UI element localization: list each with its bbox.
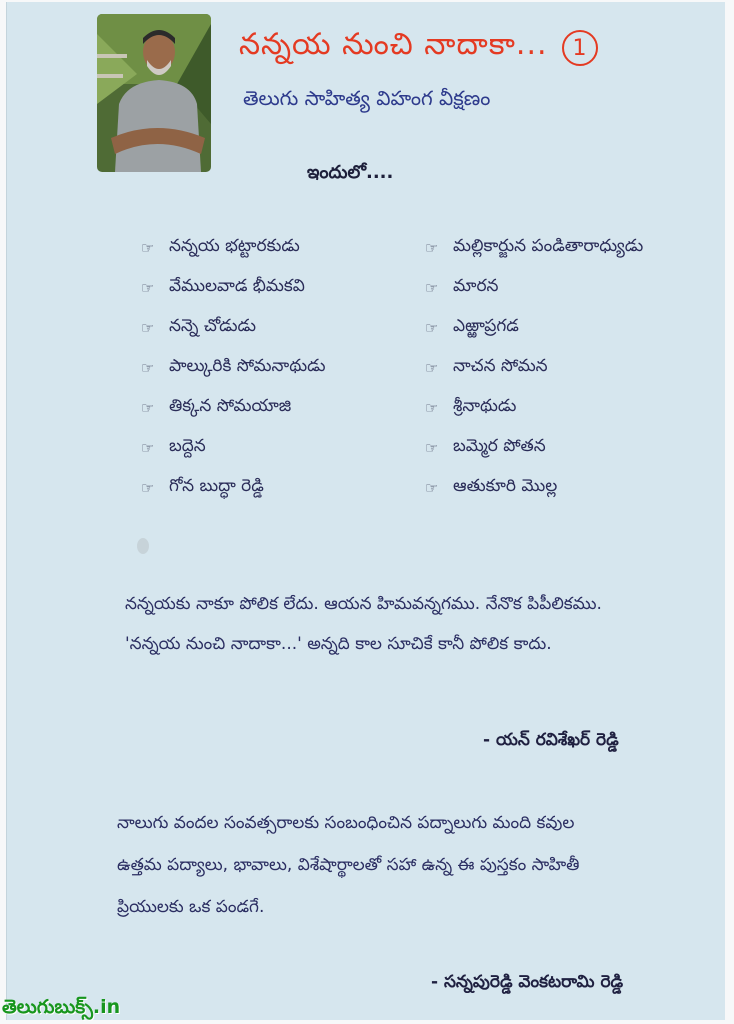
site-watermark: తెలుగుబుక్స్.in xyxy=(2,996,121,1018)
book-title xyxy=(239,26,598,70)
quote-1-line-1: నన్నయకు నాకూ పోలిక లేదు. ఆయన హిమవన్నగము. నేనొక పిపీలికము. xyxy=(125,594,602,614)
pointing-hand-icon: ☞ xyxy=(425,399,439,417)
list-item: ☞ నాచన సోమన xyxy=(425,356,548,377)
list-item: ☞ నన్నయ భట్టారకుడు xyxy=(141,236,300,257)
pointing-hand-icon: ☞ xyxy=(425,239,439,257)
list-item: ☞ బద్దెన xyxy=(141,436,206,457)
list-item: ☞ తిక్కన సోమయాజి xyxy=(141,396,292,417)
book-cover xyxy=(6,2,725,1020)
pointing-hand-icon: ☞ xyxy=(425,279,439,297)
pointing-hand-icon: ☞ xyxy=(141,359,155,377)
pointing-hand-icon: ☞ xyxy=(425,319,439,337)
list-item: ☞ గోన బుద్ధా రెడ్డి xyxy=(141,476,264,497)
author-photo xyxy=(97,14,211,172)
contents-list-right xyxy=(425,228,643,508)
pointing-hand-icon: ☞ xyxy=(141,319,155,337)
list-item: ☞ వేములవాడ భీమకవి xyxy=(141,276,305,297)
pointing-hand-icon: ☞ xyxy=(425,479,439,497)
pointing-hand-icon: ☞ xyxy=(425,359,439,377)
pointing-hand-icon: ☞ xyxy=(141,279,155,297)
list-item: ☞ మారన xyxy=(425,276,499,297)
pointing-hand-icon: ☞ xyxy=(141,439,155,457)
pointing-hand-icon: ☞ xyxy=(141,399,155,417)
list-item: ☞ ఆతుకూరి మొల్ల xyxy=(425,476,558,497)
quote-2 xyxy=(117,802,697,928)
quote-1-line-2: 'నన్నయ నుంచి నాదాకా...' అన్నది కాల సూచికే కానీ పోలిక కాదు. xyxy=(125,634,552,654)
list-item: ☞ పాల్కురికి సోమనాథుడు xyxy=(141,356,326,377)
list-item: ☞ నన్నె చోడుడు xyxy=(141,316,256,337)
print-smudge xyxy=(137,538,149,554)
contents-heading: ఇందులో.... xyxy=(307,162,394,183)
list-item: ☞ ఎఱ్ఱాప్రగడ xyxy=(425,316,519,337)
volume-badge: 1 xyxy=(562,30,598,66)
list-item: ☞ మల్లికార్జున పండితారాధ్యుడు xyxy=(425,236,644,257)
pointing-hand-icon: ☞ xyxy=(425,439,439,457)
quote-1 xyxy=(125,584,685,664)
title-text: నన్నయ నుంచి నాదాకా... xyxy=(239,27,548,62)
quote-2-author: - సన్నపురెడ్డి వెంకటరామి రెడ్డి xyxy=(431,972,624,992)
list-item: ☞ బమ్మెర పోతన xyxy=(425,436,546,457)
pointing-hand-icon: ☞ xyxy=(141,479,155,497)
quote-2-line-2: ఉత్తమ పద్యాలు, భావాలు, విశేషార్థాలతో సహా ఉన్న ఈ పుస్తకం సాహితీ xyxy=(117,855,580,875)
contents-list-left xyxy=(141,228,326,508)
quote-2-line-1: నాలుగు వందల సంవత్సరాలకు సంబంధించిన పద్నాలుగు మంది కవుల xyxy=(117,813,575,833)
quote-1-author: - యన్ రవిశేఖర్ రెడ్డి xyxy=(483,730,619,750)
pointing-hand-icon: ☞ xyxy=(141,239,155,257)
subtitle: తెలుగు సాహిత్య విహంగ వీక్షణం xyxy=(243,86,491,110)
quote-2-line-3: ప్రియులకు ఒక పండగే. xyxy=(117,897,265,917)
list-item: ☞ శ్రీనాథుడు xyxy=(425,396,517,417)
